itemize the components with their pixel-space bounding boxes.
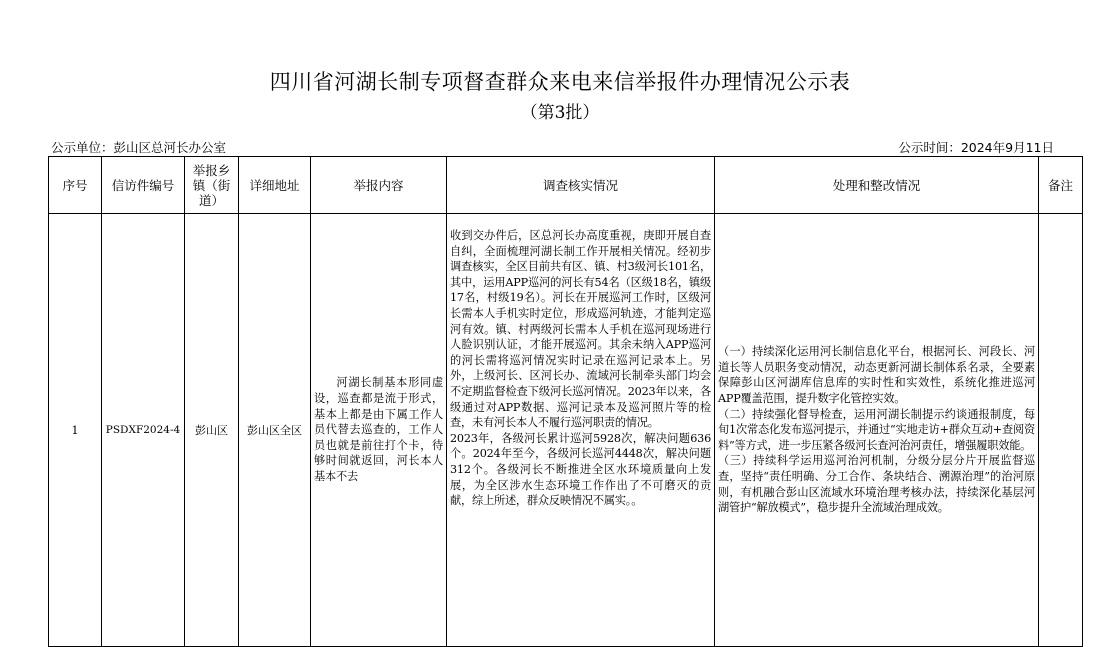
cell-report-content xyxy=(311,214,447,647)
col-header-seq: 序号 xyxy=(49,157,102,214)
publish-time-label: 公示时间：2024年9月11日 xyxy=(898,140,1054,155)
rectification-item-3: （三）持续科学运用巡河治河机制，分级分层分片开展监督巡查，坚持“责任明确、分工合作、条块结合、溯源治理”的治河原则，有机融合彭山区流域水环境治理考核办法，持续深化基层河湖管护“解放模式”，稳步提升全流域治理成效。 xyxy=(718,454,1035,515)
cell-town: 彭山区 xyxy=(185,214,239,647)
col-header-case-no: 信访件编号 xyxy=(102,157,185,214)
investigation-para-2: 2023年，各级河长累计巡河5928次，解决问题636个。2024年至今，各级河长巡河4448次，解决问题312个。各级河长不断推进全区水环境质量向上发展，为全区涉水生态环境工作作出了不可磨灭的贡献，综上所述，群众反映情况不属实。。 xyxy=(450,431,711,508)
table-header-row xyxy=(49,157,1083,214)
rectification-item-2: （二）持续强化督导检查，运用河湖长制提示约谈通报制度，每旬1次常态化发布巡河提示，并通过“实地走访+群众互动+查阅资料”等方式，进一步压紧各级河长查河治河责任，增强履职效能。 xyxy=(718,407,1035,452)
publisher-label: 公示单位：彭山区总河长办公室 xyxy=(51,140,227,155)
cell-remark xyxy=(1039,214,1083,647)
col-header-town: 举报乡镇（街道） xyxy=(185,157,239,214)
report-content-text: 河湖长制基本形同虚设，巡查都是流于形式，基本上都是由下属工作人员代替去巡查的，工作人员也就是前往打个卡，待够时间就返回，河长本人基本不去 xyxy=(314,376,443,483)
rectification-item-1: （一）持续深化运用河长制信息化平台，根据河长、河段长、河道长等人员职务变动情况，动态更新河湖长制体系名录，全要素保障彭山区河湖库信息库的实时性和实效性，系统化推进巡河APP覆盖范围，提升数字化管控实效。 xyxy=(718,345,1035,406)
cell-seq: 1 xyxy=(49,214,102,647)
col-header-remark: 备注 xyxy=(1039,157,1083,214)
investigation-para-1: 收到交办件后，区总河长办高度重视，庚即开展自查自纠，全面梳理河湖长制工作开展相关情况。经初步调查核实，全区目前共有区、镇、村3级河长101名，其中，运用APP巡河的河长有54名（区级18名，镇级17名，村级19名）。河长在开展巡河工作时，区级河长需本人手机实时定位，形成巡河轨迹，才能判定巡河有效。镇、村两级河长需本人手机在巡河现场进行人脸识别认证，才能开展巡河。其余未纳入APP巡河的河长需将巡河情况实时记录在巡河记录本上。另外，上级河长、区河长办、流域河长制牵头部门均会不定期监督检查下级河长巡河情况。2023年以来，各级通过对APP数据、巡河记录本及巡河照片等的检查，未有河长本人不履行巡河职责的情况。 xyxy=(450,229,711,430)
cell-address: 彭山区全区 xyxy=(239,214,311,647)
batch-subtitle: （第3批） xyxy=(520,103,600,123)
report-table xyxy=(48,156,1083,647)
cell-rectification xyxy=(715,214,1039,647)
col-header-address: 详细地址 xyxy=(239,157,311,214)
cell-case-no: PSDXF2024-4 xyxy=(102,214,185,647)
page-title: 四川省河湖长制专项督查群众来电来信举报件办理情况公示表 xyxy=(269,70,851,94)
col-header-rectification: 处理和整改情况 xyxy=(715,157,1039,214)
table-row xyxy=(49,214,1083,647)
col-header-investigation: 调查核实情况 xyxy=(447,157,715,214)
col-header-report-content: 举报内容 xyxy=(311,157,447,214)
cell-investigation xyxy=(447,214,715,647)
